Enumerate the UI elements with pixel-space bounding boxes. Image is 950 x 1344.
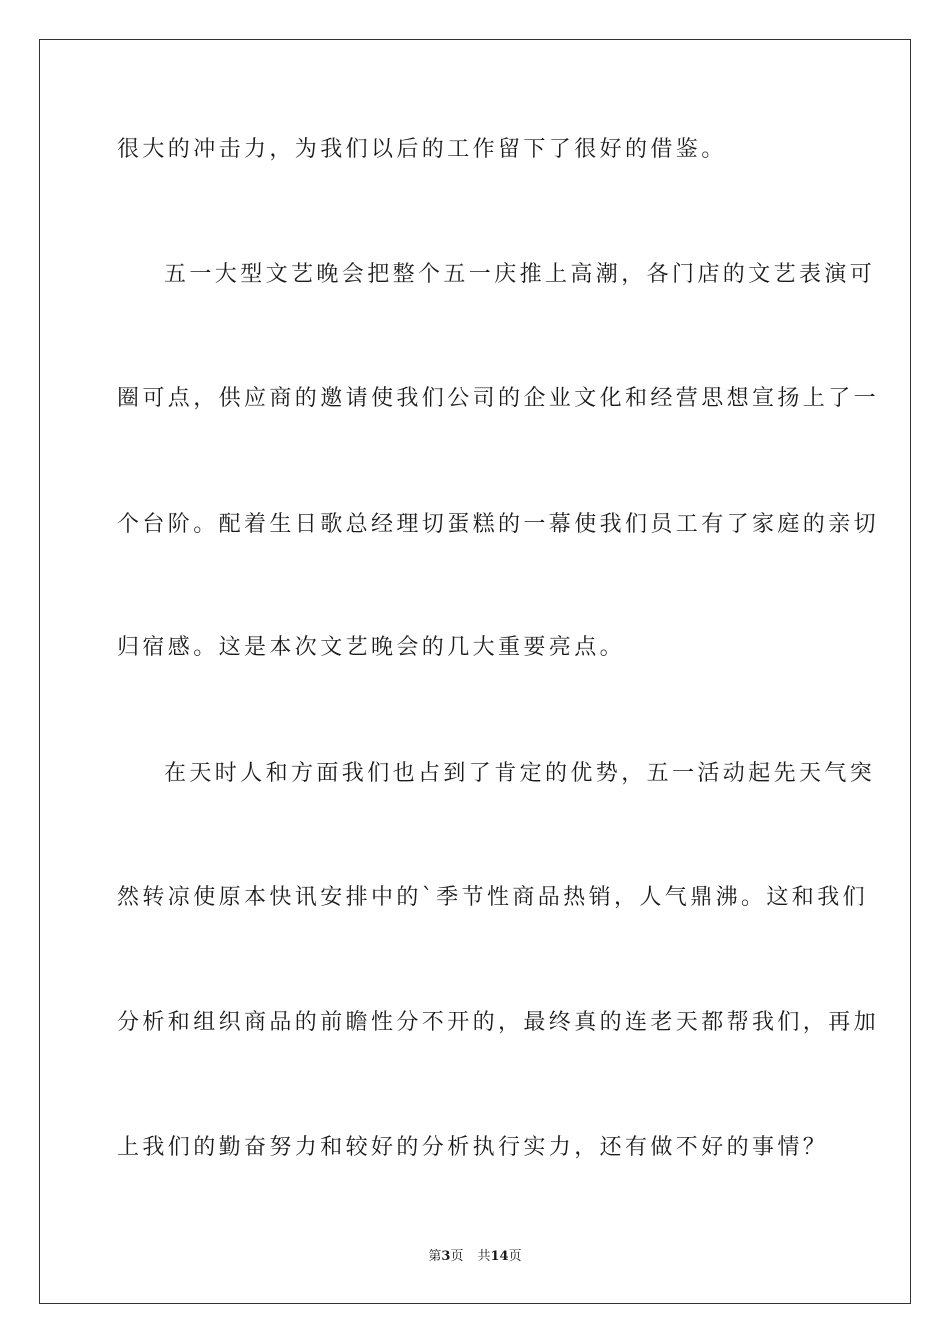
footer-total-pages: 14 xyxy=(490,1249,509,1264)
footer-page-number: 3 xyxy=(441,1249,451,1264)
text-line-5: 归宿感。这是本次文艺晚会的几大重要亮点。 xyxy=(117,635,626,660)
footer-total-suffix: 页 xyxy=(508,1249,522,1264)
footer-page-prefix: 第 xyxy=(428,1249,442,1264)
text-line-8: 分析和组织商品的前瞻性分不开的，最终真的连老天都帮我们，再加 xyxy=(117,1010,880,1035)
text-line-6: 在天时人和方面我们也占到了肯定的优势，五一活动起先天气突 xyxy=(164,761,876,786)
text-line-4: 个台阶。配着生日歌总经理切蛋糕的一幕使我们员工有了家庭的亲切 xyxy=(117,512,880,537)
footer-page-suffix: 页 xyxy=(450,1249,464,1264)
footer-total-prefix: 共 xyxy=(477,1249,491,1264)
text-line-7: 然转凉使原本快讯安排中的`季节性商品热销，人气鼎沸。这和我们 xyxy=(117,885,869,910)
text-line-9: 上我们的勤奋努力和较好的分析执行实力，还有做不好的事情？ xyxy=(117,1135,829,1160)
text-line-3: 圈可点，供应商的邀请使我们公司的企业文化和经营思想宣扬上了一 xyxy=(117,386,880,411)
page-border xyxy=(39,39,911,1304)
text-line-2: 五一大型文艺晚会把整个五一庆推上高潮，各门店的文艺表演可 xyxy=(164,262,876,287)
page-footer xyxy=(0,1248,950,1266)
text-line-1: 很大的冲击力，为我们以后的工作留下了很好的借鉴。 xyxy=(117,137,727,162)
